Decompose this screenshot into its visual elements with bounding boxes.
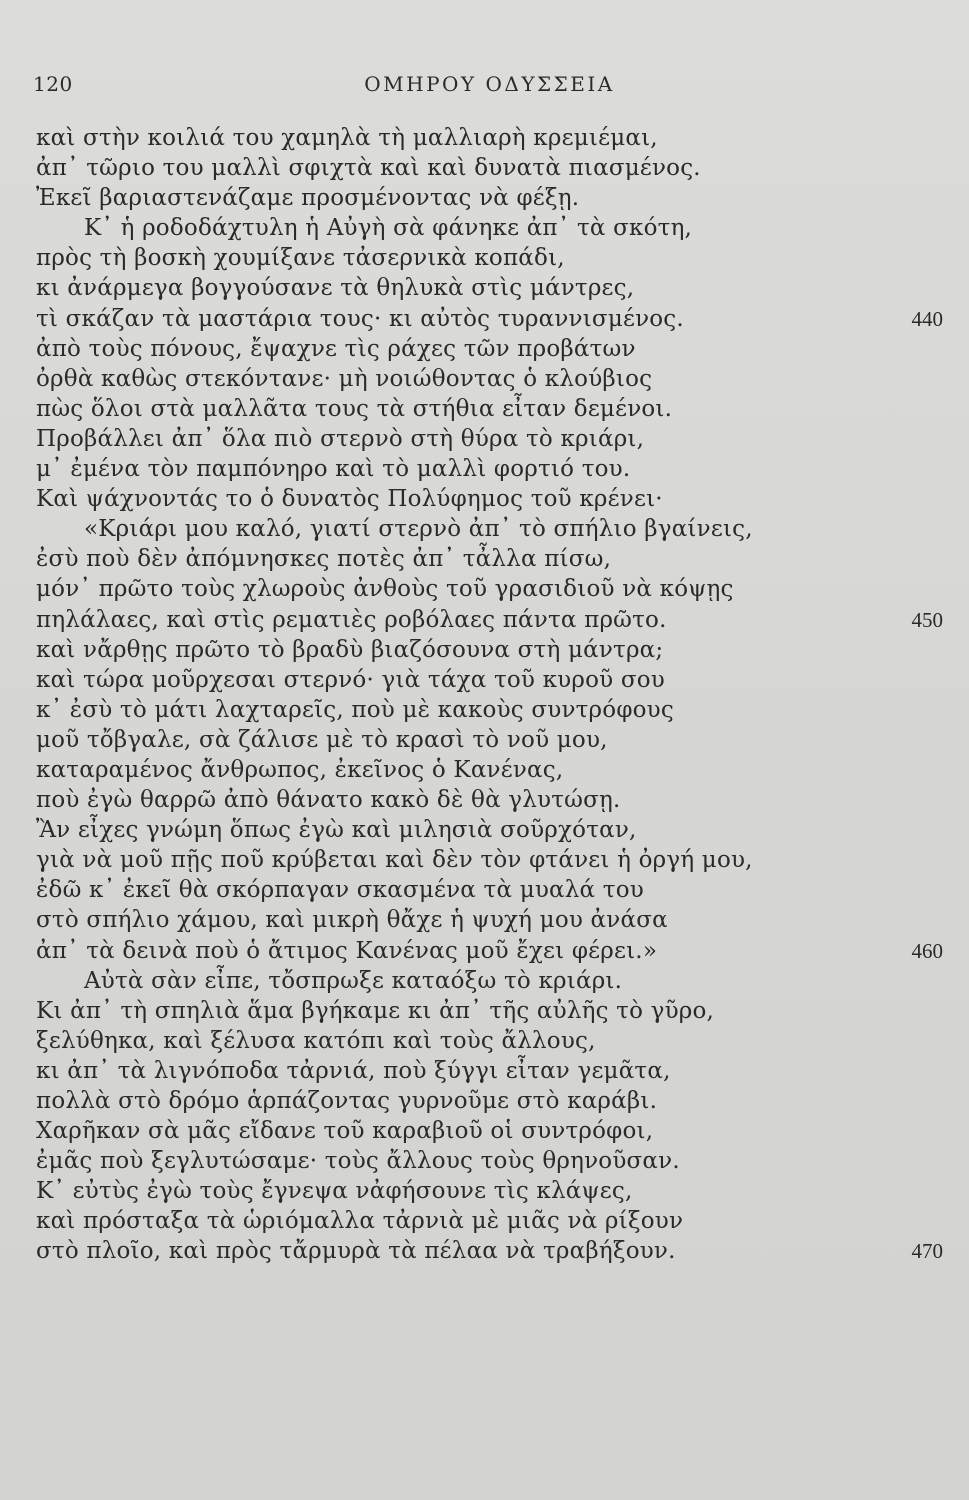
verse-text: Ἐκεῖ βαριαστενάζαμε προσμένοντας νὰ φέξῃ. (36, 185, 580, 212)
page-number: 120 (33, 72, 73, 96)
verse-text: πηλάλαες, καὶ στὶς ρεματιὲς ροβόλαες πάντα πρῶτο. (36, 606, 667, 633)
verse-text: κ᾿ ἐσὺ τὸ μάτι λαχταρεῖς, ποὺ μὲ κακοὺς συντρόφους (36, 696, 674, 723)
verse-text: ἀπ᾿ τὰ δεινὰ ποὺ ὁ ἄτιμος Κανένας μοῦ ἔχει φέρει.» (36, 937, 658, 964)
verse-line (0, 1086, 969, 1116)
verse-text: καὶ τώρα μοῦρχεσαι στερνό· γιὰ τάχα τοῦ κυροῦ σου (36, 666, 665, 693)
verse-text: Ἂν εἶχες γνώμη ὅπως ἐγὼ καὶ μιλησιὰ σοῦρχόταν, (36, 817, 637, 844)
verse-text: μ᾿ ἐμένα τὸν παμπόνηρο καὶ τὸ μαλλὶ φορτιό του. (36, 456, 631, 483)
verse-line (0, 815, 969, 845)
verse-line (0, 1026, 969, 1056)
verse-line (0, 875, 969, 905)
verse-text: ἀπ᾿ τῶριο του μαλλὶ σφιχτὰ καὶ καὶ δυνατὰ πιασμένος. (36, 155, 701, 182)
verse-text: τὶ σκάζαν τὰ μαστάρια τους· κι αὐτὸς τυραννισμένος. (36, 305, 684, 332)
verse-text: Κ᾿ εὐτὺς ἐγὼ τοὺς ἔγνεψα νἀφήσουνε τὶς κλάψες, (36, 1178, 633, 1205)
verse-line (0, 1176, 969, 1206)
verse-line (0, 755, 969, 785)
verse-line (0, 966, 969, 996)
verse-text: ποὺ ἐγὼ θαρρῶ ἀπὸ θάνατο κακὸ δὲ θὰ γλυτώσῃ. (36, 787, 621, 814)
verse-line (0, 574, 969, 604)
verse-line (0, 213, 969, 243)
line-number: 470 (911, 1239, 943, 1264)
verse-text: καὶ πρόσταξα τὰ ὡριόμαλλα τἀρνιὰ μὲ μιᾶς νὰ ρίξουν (36, 1208, 684, 1235)
verse-text: ἐσὺ ποὺ δὲν ἀπόμνησκες ποτὲς ἀπ᾿ τἆλλα πίσω, (36, 546, 612, 573)
verse-line (0, 605, 969, 635)
verse-text: Κ᾿ ἡ ροδοδάχτυλη ἡ Αὐγὴ σὰ φάνηκε ἀπ᾿ τὰ σκότη, (84, 215, 693, 242)
verse-text: Αὐτὰ σὰν εἶπε, τὄσπρωξε καταόξω τὸ κριάρι. (84, 967, 623, 994)
verse-line (0, 905, 969, 935)
verse-text: ἐμᾶς ποὺ ξεγλυτώσαμε· τοὺς ἄλλους τοὺς θρηνοῦσαν. (36, 1148, 680, 1175)
verse-line (0, 424, 969, 454)
verse-line (0, 544, 969, 574)
verse-text: Καὶ ψάχνοντάς το ὁ δυνατὸς Πολύφημος τοῦ κρένει· (36, 486, 663, 513)
verse-line (0, 273, 969, 303)
verse-line (0, 304, 969, 334)
verse-line (0, 1206, 969, 1236)
verse-text: Χαρῆκαν σὰ μᾶς εἴδανε τοῦ καραβιοῦ οἱ συντρόφοι, (36, 1118, 654, 1145)
verse-text: καὶ νἄρθῃς πρῶτο τὸ βραδὺ βιαζόσουνα στὴ μάντρα; (36, 636, 664, 663)
verse-text: στὸ σπήλιο χάμου, καὶ μικρὴ θἄχε ἡ ψυχή μου ἀνάσα (36, 907, 668, 934)
verse-text: Κι ἀπ᾿ τὴ σπηλιὰ ἅμα βγήκαμε κι ἀπ᾿ τῆς αὐλῆς τὸ γῦρο, (36, 997, 715, 1024)
verse-line (0, 153, 969, 183)
verse-line (0, 936, 969, 966)
verse-line (0, 484, 969, 514)
verse-block (0, 123, 969, 1267)
verse-text: πολλὰ στὸ δρόμο ἁρπάζοντας γυρνοῦμε στὸ καράβι. (36, 1088, 658, 1114)
verse-line (0, 1116, 969, 1146)
verse-line (0, 334, 969, 364)
page-header (0, 72, 969, 102)
verse-line (0, 1056, 969, 1086)
verse-line (0, 514, 969, 544)
verse-line (0, 364, 969, 394)
verse-text: ξελύθηκα, καὶ ξέλυσα κατόπι καὶ τοὺς ἄλλους, (36, 1027, 596, 1054)
verse-text: μοῦ τὄβγαλε, σὰ ζάλισε μὲ τὸ κρασὶ τὸ νοῦ μου, (36, 726, 608, 753)
verse-line (0, 635, 969, 665)
verse-line (0, 123, 969, 153)
verse-text: γιὰ νὰ μοῦ πῇς ποῦ κρύβεται καὶ δὲν τὸν φτάνει ἡ ὀργή μου, (36, 847, 753, 874)
verse-line (0, 996, 969, 1026)
verse-line (0, 785, 969, 815)
verse-line (0, 394, 969, 424)
verse-line (0, 1146, 969, 1176)
verse-line (0, 1236, 969, 1266)
verse-text: πὼς ὅλοι στὰ μαλλᾶτα τους τὰ στήθια εἶταν δεμένοι. (36, 395, 673, 422)
verse-line (0, 243, 969, 273)
verse-text: «Κριάρι μου καλό, γιατί στερνὸ ἀπ᾿ τὸ σπήλιο βγαίνεις, (84, 516, 753, 543)
verse-text: κι ἀνάρμεγα βογγούσανε τὰ θηλυκὰ στὶς μάντρες, (36, 275, 635, 302)
line-number: 440 (911, 306, 943, 331)
verse-text: πρὸς τὴ βοσκὴ χουμίξανε τἀσερνικὰ κοπάδι, (36, 245, 565, 272)
verse-line (0, 695, 969, 725)
verse-line (0, 845, 969, 875)
verse-text: ἐδῶ κ᾿ ἐκεῖ θὰ σκόρπαγαν σκασμένα τὰ μυαλά του (36, 877, 644, 904)
running-title: ΟΜΗΡΟΥ ΟΔΥΣΣΕΙΑ (364, 72, 615, 96)
verse-text: ὀρθὰ καθὼς στεκόντανε· μὴ νοιώθοντας ὁ κλούβιος (36, 365, 653, 392)
verse-text: μόν᾿ πρῶτο τοὺς χλωροὺς ἀνθοὺς τοῦ γρασιδιοῦ νὰ κόψῃς (36, 576, 734, 603)
verse-text: κι ἀπ᾿ τὰ λιγνόποδα τἀρνιά, ποὺ ξύγγι εἶταν γεμᾶτα, (36, 1057, 671, 1084)
verse-text: καὶ στὴν κοιλιά του χαμηλὰ τὴ μαλλιαρὴ κρεμιέμαι, (36, 125, 658, 151)
verse-text: καταραμένος ἄνθρωπος, ἐκεῖνος ὁ Κανένας, (36, 756, 564, 783)
verse-line (0, 725, 969, 755)
verse-line (0, 454, 969, 484)
verse-line (0, 665, 969, 695)
verse-text: ἀπὸ τοὺς πόνους, ἔψαχνε τὶς ράχες τῶν προβάτων (36, 335, 636, 362)
verse-line (0, 183, 969, 213)
verse-text: Προβάλλει ἀπ᾿ ὅλα πιὸ στερνὸ στὴ θύρα τὸ κριάρι, (36, 425, 645, 452)
line-number: 460 (911, 938, 943, 963)
line-number: 450 (911, 607, 943, 632)
verse-text: στὸ πλοῖο, καὶ πρὸς τἄρμυρὰ τὰ πέλαα νὰ τραβήξουν. (36, 1238, 676, 1265)
